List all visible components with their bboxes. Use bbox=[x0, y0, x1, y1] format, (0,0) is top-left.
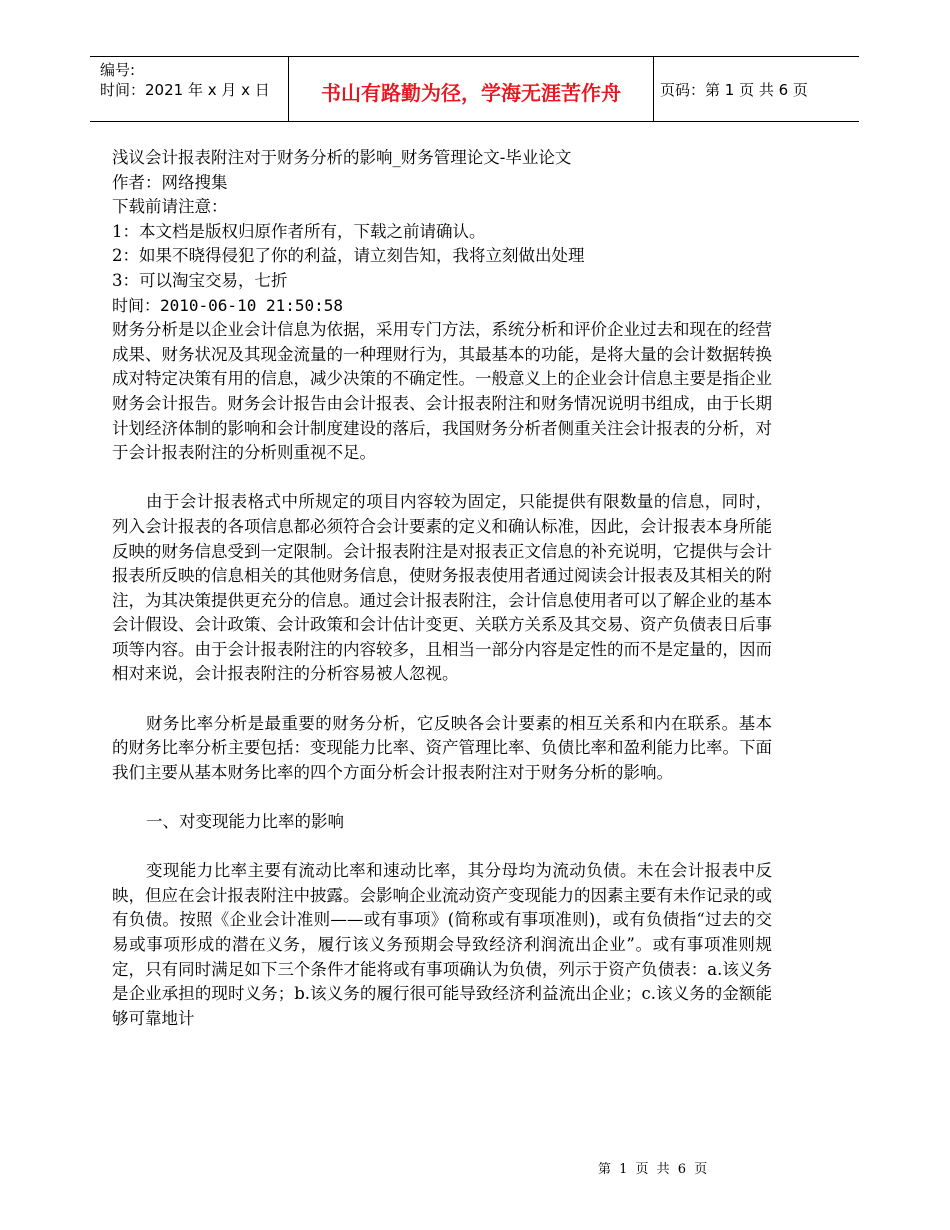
body-paragraph: 由于会计报表格式中所规定的项目内容较为固定，只能提供有限数量的信息，同时，列入会计报表的各项信息都必须符合会计要素的定义和确认标准，因此，会计报表本身所能反映的财务信息受到一定限制。会计报表附注是对报表正文信息的补充说明，它提供与会计报表所反映的信息相关的其他财务信息，使财务报表使用者通过阅读会计报表及其相关的附注，为其决策提供更充分的信息。通过会计报表附注，会计信息使用者可以了解企业的基本会计假设、会计政策、会计政策和会计估计变更、关联方关系及其交易、资产负债表日后事项等内容。由于会计报表附注的内容较多，且相当一部分内容是定性的而不是定量的，因而相对来说，会计报表附注的分析容易被人忽视。 bbox=[112, 492, 772, 684]
page-header bbox=[90, 56, 859, 122]
page-footer: 第 1 页 共 6 页 bbox=[598, 1162, 710, 1177]
body-paragraph: 财务比率分析是最重要的财务分析，它反映各会计要素的相互关系和内在联系。基本的财务比率分析主要包括：变现能力比率、资产管理比率、负债比率和盈利能力比率。下面我们主要从基本财务比率的四个方面分析会计报表附注对于财务分析的影响。 bbox=[112, 713, 772, 782]
header-info-cell bbox=[90, 57, 288, 121]
notice-item: 3：可以淘宝交易，七折 bbox=[112, 270, 288, 290]
paragraph-spacer bbox=[112, 466, 772, 491]
header-page-number: 页码：第 1 页 共 6 页 bbox=[660, 81, 808, 99]
header-motto: 书山有路勤为径，学海无涯苦作舟 bbox=[321, 81, 621, 105]
article-title: 浅议会计报表附注对于财务分析的影响_财务管理论文-毕业论文 bbox=[112, 148, 572, 167]
document-number-label: 编号: bbox=[100, 61, 136, 79]
header-motto-cell bbox=[288, 57, 654, 121]
notice-item: 2：如果不晓得侵犯了你的利益，请立刻告知，我将立刻做出处理 bbox=[112, 246, 585, 266]
download-notice-title: 下载前请注意： bbox=[112, 197, 228, 217]
article-time: 时间：2010-06-10 21:50:58 bbox=[112, 295, 344, 315]
section-heading: 一、对变现能力比率的影响 bbox=[146, 812, 344, 832]
notice-item: 1：本文档是版权归原作者所有，下载之前请确认。 bbox=[112, 221, 486, 241]
document-body bbox=[112, 146, 772, 1031]
document-time-label: 时间：2021 年 x 月 x 日 bbox=[100, 81, 270, 99]
body-paragraph: 变现能力比率主要有流动比率和速动比率，其分母均为流动负债。未在会计报表中反映，但应在会计报表附注中披露。会影响企业流动资产变现能力的因素主要有未作记录的或有负债。按照《企业会计准则——或有事项》(简称或有事项准则)，或有负债指“过去的交易或事项形成的潜在义务，履行该义务预期会导致经济利润流出企业”。或有事项准则规定，只有同时满足如下三个条件才能将或有事项确认为负债，列示于资产负债表：a.该义务是企业承担的现时义务；b.该义务的履行很可能导致经济利益流出企业；c.该义务的金额能够可靠地计 bbox=[112, 861, 772, 1028]
paragraph-spacer bbox=[112, 687, 772, 712]
header-page-cell bbox=[653, 57, 859, 121]
paragraph-spacer bbox=[112, 835, 772, 860]
article-author: 作者：网络搜集 bbox=[112, 172, 228, 192]
paragraph-spacer bbox=[112, 785, 772, 810]
body-paragraph: 财务分析是以企业会计信息为依据，采用专门方法，系统分析和评价企业过去和现在的经营成果、财务状况及其现金流量的一种理财行为，其最基本的功能，是将大量的会计数据转换成对特定决策有用的信息，减少决策的不确定性。一般意义上的企业会计信息主要是指企业财务会计报告。财务会计报告由会计报表、会计报表附注和财务情况说明书组成，由于长期计划经济体制的影响和会计制度建设的落后，我国财务分析者侧重关注会计报表的分析，对于会计报表附注的分析则重视不足。 bbox=[112, 320, 772, 463]
